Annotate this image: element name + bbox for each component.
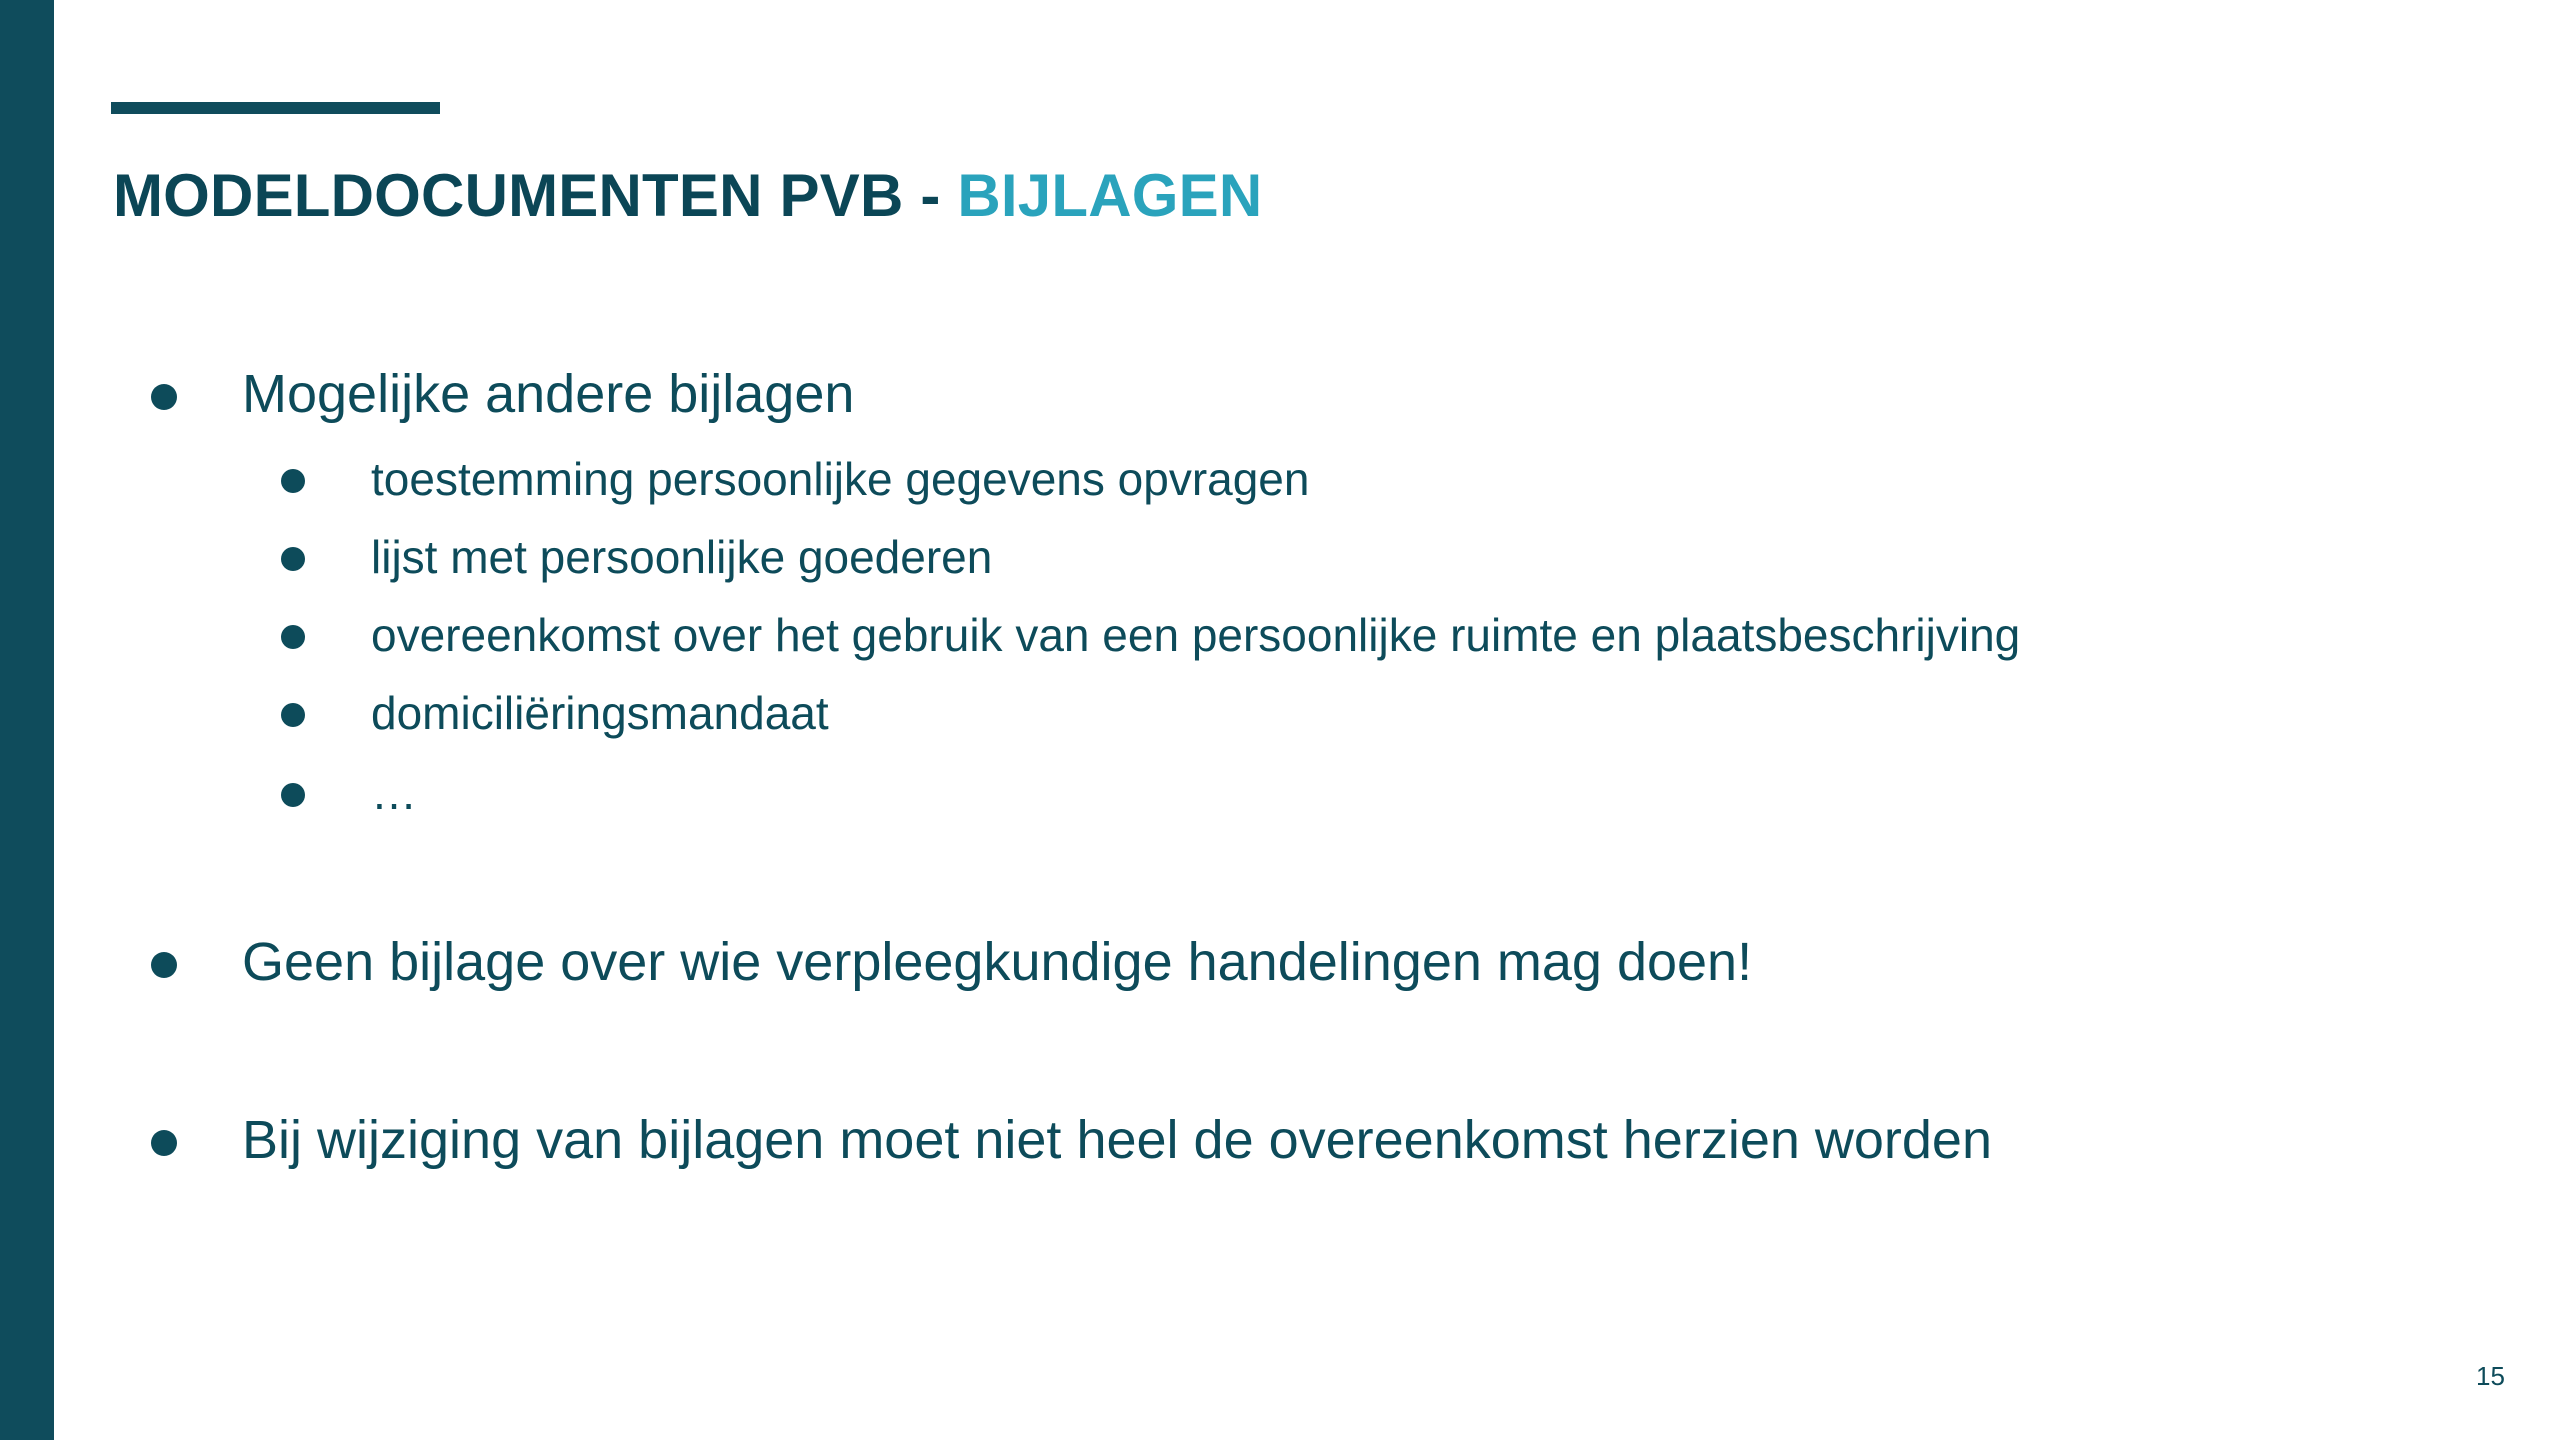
bullet-dot-icon: [281, 703, 305, 727]
bullet-dot-icon: [281, 625, 305, 649]
bullet-dot-icon: [151, 384, 177, 410]
bullet-text: Mogelijke andere bijlagen: [242, 364, 855, 424]
sub-bullet-text: domiciliëringsmandaat: [371, 687, 829, 739]
sub-bullet-item: [371, 529, 992, 585]
sub-bullet-item: [371, 685, 829, 741]
sub-bullet-item: [371, 765, 417, 821]
sub-bullet-item: [371, 607, 2020, 663]
sub-bullet-text: lijst met persoonlijke goederen: [371, 531, 993, 583]
sub-bullet-text: overeenkomst over het gebruik van een persoonlijke ruimte en plaatsbeschrijving: [371, 609, 2021, 661]
bullet-item: [242, 930, 1752, 994]
sub-bullet-item: [371, 451, 1309, 507]
bullet-text: Geen bijlage over wie verpleegkundige handelingen mag doen!: [242, 932, 1753, 992]
bullet-item: [242, 1108, 1992, 1172]
title-accent: BIJLAGEN: [957, 162, 1263, 229]
sub-bullet-text: …: [371, 767, 417, 819]
bullet-dot-icon: [151, 952, 177, 978]
sub-bullet-text: toestemming persoonlijke gegevens opvragen: [371, 453, 1310, 505]
page-number: 15: [2476, 1361, 2505, 1391]
bullet-dot-icon: [151, 1130, 177, 1156]
bullet-dot-icon: [281, 469, 305, 493]
bullet-dot-icon: [281, 783, 305, 807]
bullet-text: Bij wijziging van bijlagen moet niet heel de overeenkomst herzien worden: [242, 1110, 1992, 1170]
bullet-item: [242, 362, 854, 426]
bullet-dot-icon: [281, 547, 305, 571]
title-main: MODELDOCUMENTEN PVB -: [113, 162, 958, 229]
